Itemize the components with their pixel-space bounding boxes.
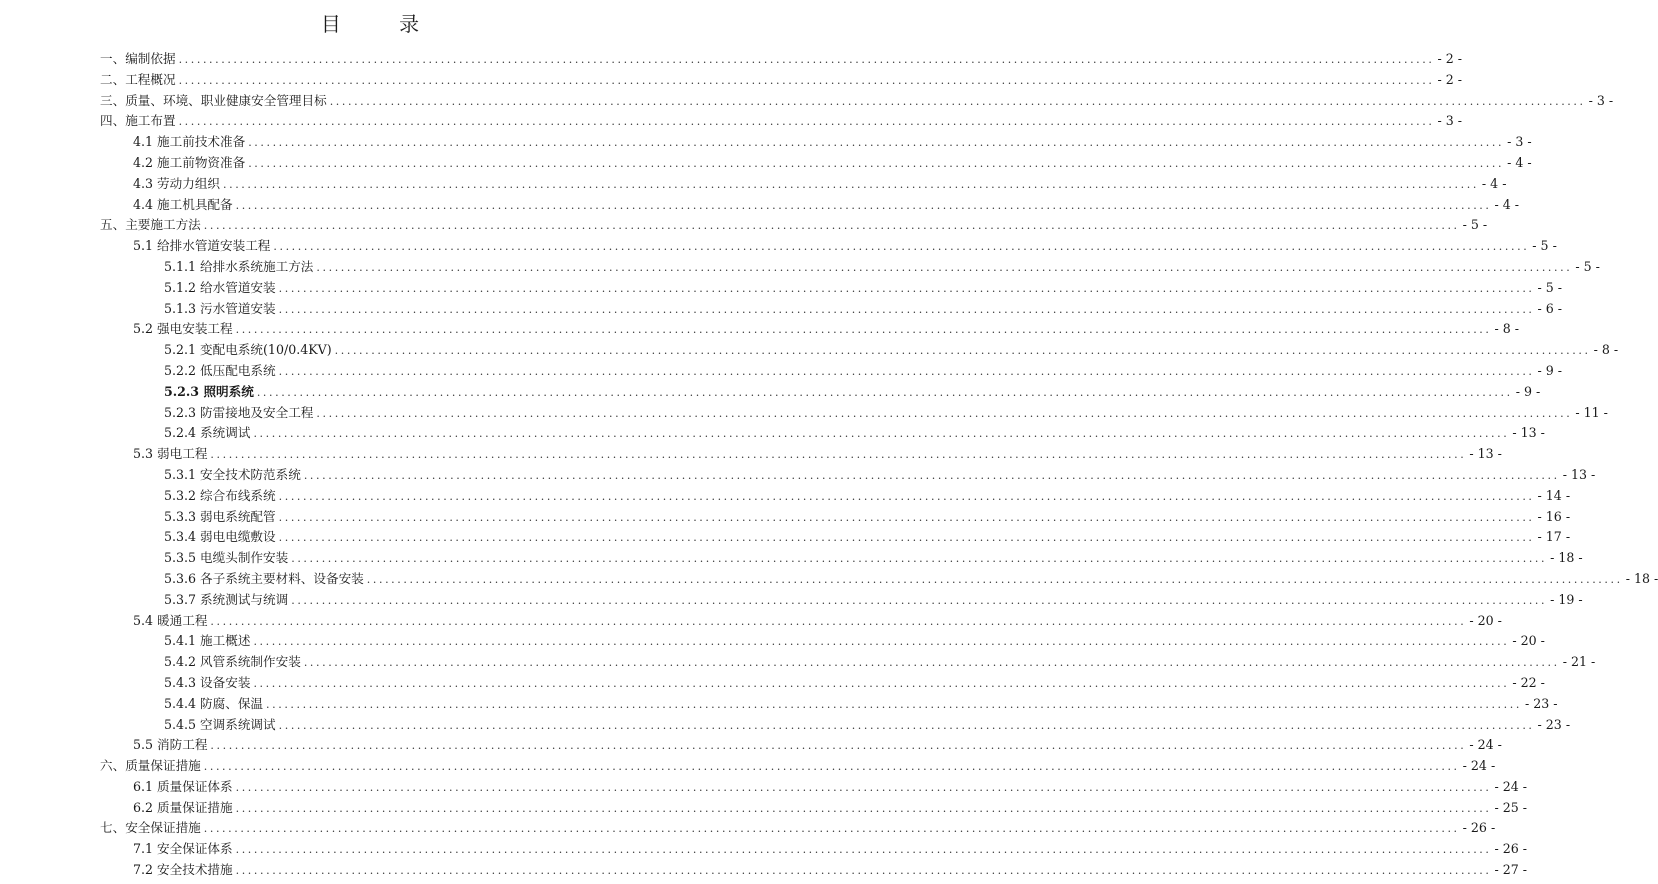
toc-entry-5-3-5[interactable] <box>0 548 1583 569</box>
toc-entry-1[interactable] <box>0 49 1462 70</box>
table-of-contents <box>0 49 1658 881</box>
toc-leader-dots: .............................................................................................................................................................................................................. <box>303 656 1560 670</box>
toc-page-number: - 24 - <box>1462 758 1496 774</box>
toc-leader-dots: .............................................................................................................................................................................................................. <box>235 801 1492 815</box>
toc-entry-label: 二、工程概况 <box>100 71 176 87</box>
toc-entry-5-4-4[interactable] <box>0 694 1558 715</box>
toc-entry-5-4-1[interactable] <box>0 631 1545 652</box>
toc-entry-label: 5.3.5 电缆头制作安装 <box>164 550 289 566</box>
toc-page-number: - 18 - <box>1625 570 1658 586</box>
toc-entry-label: 5.4.1 施工概述 <box>164 633 251 649</box>
toc-entry-5-2-3-lightning[interactable] <box>0 403 1608 424</box>
toc-entry-5-2[interactable] <box>0 319 1520 340</box>
toc-entry-5-4[interactable] <box>0 611 1502 632</box>
toc-entry-label: 5.2 强电安装工程 <box>133 321 233 337</box>
toc-leader-dots: .............................................................................................................................................................................................................. <box>316 260 1573 274</box>
toc-page-number: - 8 - <box>1494 321 1520 337</box>
toc-entry-label: 七、安全保证措施 <box>100 820 201 836</box>
toc-entry-5-3-7[interactable] <box>0 590 1583 611</box>
toc-entry-5-1-1[interactable] <box>0 257 1600 278</box>
toc-leader-dots: .............................................................................................................................................................................................................. <box>210 739 1467 753</box>
toc-entry-label: 5.3.4 弱电电缆敷设 <box>164 529 276 545</box>
toc-entry-7-1[interactable] <box>0 839 1528 860</box>
toc-leader-dots: .............................................................................................................................................................................................................. <box>210 448 1467 462</box>
toc-entry-5-3-3[interactable] <box>0 507 1571 528</box>
toc-page-number: - 5 - <box>1575 258 1600 274</box>
toc-page-number: - 3 - <box>1507 134 1532 150</box>
toc-leader-dots: .............................................................................................................................................................................................................. <box>253 427 1510 441</box>
toc-entry-label: 5.2.3 防雷接地及安全工程 <box>164 404 314 420</box>
toc-entry-5-3-4[interactable] <box>0 527 1571 548</box>
toc-entry-label: 5.3.6 各子系统主要材料、设备安装 <box>164 570 364 586</box>
toc-leader-dots: .............................................................................................................................................................................................................. <box>278 364 1535 378</box>
toc-entry-2[interactable] <box>0 70 1462 91</box>
toc-entry-label: 5.3.7 系统测试与统调 <box>164 591 289 607</box>
toc-entry-label: 5.3.3 弱电系统配管 <box>164 508 276 524</box>
toc-leader-dots: .............................................................................................................................................................................................................. <box>316 406 1573 420</box>
toc-entry-label: 一、编制依据 <box>100 51 176 66</box>
toc-entry-5[interactable] <box>0 215 1488 236</box>
toc-entry-3[interactable] <box>0 91 1614 112</box>
toc-entry-label: 7.2 安全技术措施 <box>133 862 233 878</box>
toc-page-number: - 3 - <box>1437 113 1462 129</box>
toc-leader-dots: .............................................................................................................................................................................................................. <box>235 843 1492 857</box>
toc-entry-5-3[interactable] <box>0 444 1502 465</box>
page-title: 目 录 <box>320 12 446 36</box>
toc-page-number: - 24 - <box>1494 778 1528 794</box>
toc-leader-dots: .............................................................................................................................................................................................................. <box>291 593 1548 607</box>
toc-leader-dots: .............................................................................................................................................................................................................. <box>329 94 1586 108</box>
toc-page-number: - 23 - <box>1537 716 1571 732</box>
toc-entry-4-1[interactable] <box>0 132 1532 153</box>
toc-page-number: - 9 - <box>1537 362 1563 378</box>
toc-page-number: - 14 - <box>1537 487 1571 503</box>
toc-page-number: - 26 - <box>1462 820 1496 836</box>
toc-leader-dots: .............................................................................................................................................................................................................. <box>253 635 1510 649</box>
toc-leader-dots: .............................................................................................................................................................................................................. <box>203 219 1460 233</box>
toc-entry-label: 6.1 质量保证体系 <box>133 778 233 794</box>
toc-entry-5-2-4[interactable] <box>0 423 1545 444</box>
toc-leader-dots: .............................................................................................................................................................................................................. <box>235 323 1492 337</box>
toc-leader-dots: .............................................................................................................................................................................................................. <box>278 302 1535 316</box>
toc-entry-label: 4.3 劳动力组织 <box>133 175 221 191</box>
toc-entry-label: 5.4.2 风管系统制作安装 <box>164 654 301 670</box>
toc-entry-5-1-2[interactable] <box>0 278 1563 299</box>
toc-leader-dots: .............................................................................................................................................................................................................. <box>248 136 1505 150</box>
toc-entry-7-2[interactable] <box>0 860 1528 881</box>
toc-leader-dots: .............................................................................................................................................................................................................. <box>278 531 1535 545</box>
toc-page-number: - 4 - <box>1481 175 1507 191</box>
toc-page-number: - 23 - <box>1524 695 1558 711</box>
toc-entry-label: 5.3 弱电工程 <box>133 446 208 462</box>
toc-leader-dots: .............................................................................................................................................................................................................. <box>178 115 1435 129</box>
toc-leader-dots: .............................................................................................................................................................................................................. <box>203 760 1460 774</box>
toc-entry-5-3-1[interactable] <box>0 465 1596 486</box>
toc-page-number: - 9 - <box>1515 383 1541 399</box>
toc-entry-label: 5.5 消防工程 <box>133 737 208 753</box>
toc-page-number: - 22 - <box>1512 674 1545 690</box>
toc-entry-label: 5.3.2 综合布线系统 <box>164 487 276 503</box>
toc-page-number: - 26 - <box>1494 841 1528 857</box>
toc-entry-4-3[interactable] <box>0 174 1507 195</box>
toc-page-number: - 8 - <box>1593 342 1619 358</box>
toc-page-number: - 27 - <box>1494 862 1528 878</box>
toc-entry-label: 5.2.2 低压配电系统 <box>164 362 276 378</box>
toc-leader-dots: .............................................................................................................................................................................................................. <box>235 198 1492 212</box>
toc-entry-label: 5.4.4 防腐、保温 <box>164 695 264 711</box>
toc-page-number: - 20 - <box>1469 612 1502 628</box>
toc-entry-5-2-1[interactable] <box>0 340 1619 361</box>
toc-entry-5-5[interactable] <box>0 735 1502 756</box>
toc-page-number: - 25 - <box>1494 799 1528 815</box>
toc-entry-6-2[interactable] <box>0 798 1528 819</box>
toc-page-number: - 24 - <box>1469 737 1502 753</box>
toc-leader-dots: .............................................................................................................................................................................................................. <box>178 53 1435 66</box>
toc-entry-5-4-5[interactable] <box>0 715 1571 736</box>
toc-entry-5-2-3-lighting[interactable] <box>0 382 1541 403</box>
toc-page-number: - 13 - <box>1512 425 1545 441</box>
toc-entry-label: 5.4.5 空调系统调试 <box>164 716 276 732</box>
toc-entry-label: 5.1 给排水管道安装工程 <box>133 238 271 254</box>
toc-entry-5-4-2[interactable] <box>0 652 1596 673</box>
toc-leader-dots: .............................................................................................................................................................................................................. <box>256 385 1513 399</box>
toc-entry-label: 5.2.3 照明系统 <box>164 383 254 399</box>
toc-page-number: - 16 - <box>1537 508 1571 524</box>
toc-page-number: - 13 - <box>1469 446 1502 462</box>
toc-entry-label: 5.4 暖通工程 <box>133 612 208 628</box>
toc-page-number: - 11 - <box>1575 404 1608 420</box>
toc-page-number: - 21 - <box>1562 654 1596 670</box>
toc-entry-label: 五、主要施工方法 <box>100 217 201 233</box>
toc-entry-label: 4.4 施工机具配备 <box>133 196 233 212</box>
toc-leader-dots: .............................................................................................................................................................................................................. <box>223 177 1479 191</box>
toc-leader-dots: .............................................................................................................................................................................................................. <box>303 468 1560 482</box>
toc-leader-dots: .............................................................................................................................................................................................................. <box>291 552 1548 566</box>
toc-page-number: - 18 - <box>1550 550 1583 566</box>
toc-entry-label: 5.4.3 设备安装 <box>164 674 251 690</box>
toc-leader-dots: .............................................................................................................................................................................................................. <box>278 281 1535 295</box>
toc-entry-label: 六、质量保证措施 <box>100 758 201 774</box>
toc-page-number: - 4 - <box>1494 196 1520 212</box>
toc-entry-label: 5.3.1 安全技术防范系统 <box>164 466 301 482</box>
toc-entry-6[interactable] <box>0 756 1496 777</box>
toc-leader-dots: .............................................................................................................................................................................................................. <box>266 697 1522 711</box>
toc-leader-dots: .............................................................................................................................................................................................................. <box>278 489 1535 503</box>
toc-page-number: - 19 - <box>1550 591 1583 607</box>
toc-entry-label: 5.2.4 系统调试 <box>164 425 251 441</box>
toc-entry-label: 4.2 施工前物资准备 <box>133 154 246 170</box>
toc-page-number: - 2 - <box>1437 51 1462 66</box>
toc-page-number: - 6 - <box>1537 300 1563 316</box>
toc-entry-6-1[interactable] <box>0 777 1528 798</box>
toc-entry-4-2[interactable] <box>0 153 1532 174</box>
toc-entry-label: 三、质量、环境、职业健康安全管理目标 <box>100 92 327 108</box>
toc-entry-4[interactable] <box>0 111 1462 132</box>
toc-page-number: - 20 - <box>1512 633 1545 649</box>
toc-entry-label: 5.1.1 给排水系统施工方法 <box>164 258 314 274</box>
toc-page-number: - 17 - <box>1537 529 1571 545</box>
toc-entry-label: 7.1 安全保证体系 <box>133 841 233 857</box>
toc-entry-4-4[interactable] <box>0 195 1520 216</box>
toc-entry-5-3-6[interactable] <box>0 569 1658 590</box>
toc-page-number: - 13 - <box>1562 466 1596 482</box>
toc-leader-dots: .............................................................................................................................................................................................................. <box>178 73 1435 87</box>
toc-page-number: - 4 - <box>1507 154 1532 170</box>
toc-leader-dots: .............................................................................................................................................................................................................. <box>248 156 1505 170</box>
toc-leader-dots: .............................................................................................................................................................................................................. <box>235 780 1492 794</box>
toc-leader-dots: .............................................................................................................................................................................................................. <box>210 614 1467 628</box>
toc-entry-5-3-2[interactable] <box>0 486 1571 507</box>
toc-entry-5-1-3[interactable] <box>0 299 1563 320</box>
toc-leader-dots: .............................................................................................................................................................................................................. <box>235 864 1492 878</box>
toc-leader-dots: .............................................................................................................................................................................................................. <box>273 240 1530 254</box>
toc-entry-5-4-3[interactable] <box>0 673 1545 694</box>
toc-entry-5-2-2[interactable] <box>0 361 1563 382</box>
toc-page-number: - 5 - <box>1462 217 1488 233</box>
toc-page-number: - 2 - <box>1437 71 1462 87</box>
toc-entry-7[interactable] <box>0 818 1496 839</box>
toc-leader-dots: .............................................................................................................................................................................................................. <box>278 510 1535 524</box>
toc-entry-label: 6.2 质量保证措施 <box>133 799 233 815</box>
toc-leader-dots: .............................................................................................................................................................................................................. <box>203 822 1460 836</box>
toc-leader-dots: .............................................................................................................................................................................................................. <box>278 718 1535 732</box>
toc-page-number: - 5 - <box>1532 238 1557 254</box>
toc-entry-label: 4.1 施工前技术准备 <box>133 134 246 150</box>
toc-entry-label: 5.1.2 给水管道安装 <box>164 279 276 295</box>
toc-page-number: - 5 - <box>1537 279 1563 295</box>
toc-page-number: - 3 - <box>1588 92 1614 108</box>
toc-entry-5-1[interactable] <box>0 236 1557 257</box>
toc-entry-label: 5.2.1 变配电系统(10/0.4KV) <box>164 342 332 358</box>
toc-leader-dots: .............................................................................................................................................................................................................. <box>366 572 1623 586</box>
toc-entry-label: 四、施工布置 <box>100 113 176 129</box>
toc-entry-label: 5.1.3 污水管道安装 <box>164 300 276 316</box>
toc-leader-dots: .............................................................................................................................................................................................................. <box>334 344 1591 358</box>
toc-leader-dots: .............................................................................................................................................................................................................. <box>253 676 1510 690</box>
